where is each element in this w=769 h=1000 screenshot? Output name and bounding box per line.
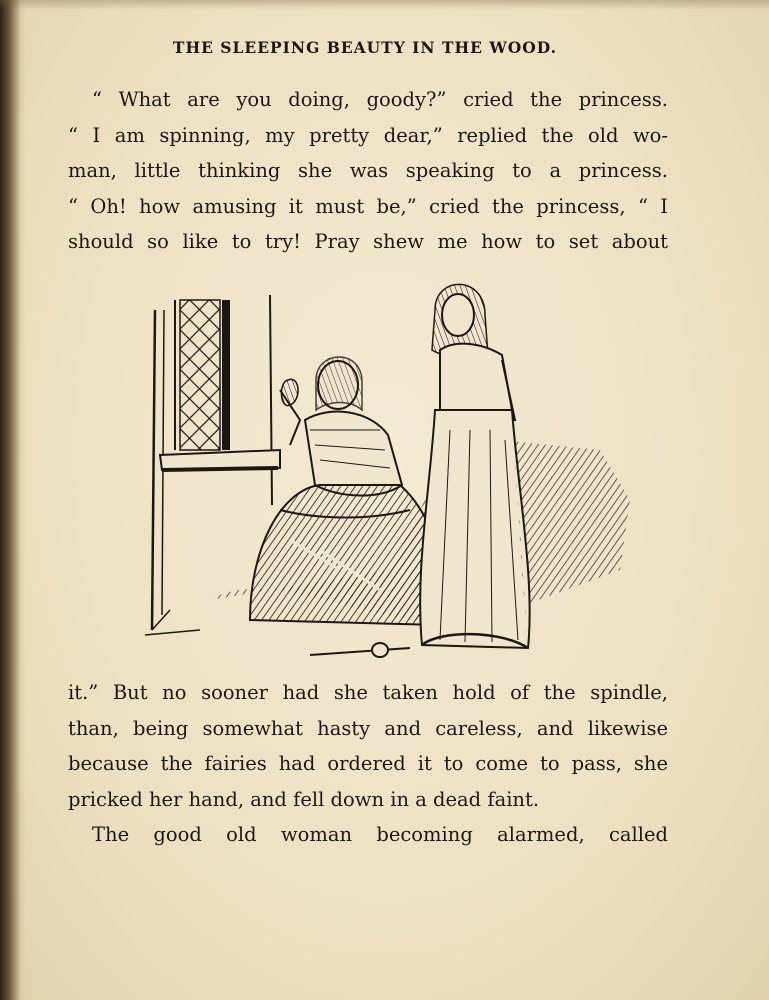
text-line: “ What are you doing, goody?” cried the princess. (92, 88, 668, 111)
text-line: The good old woman becoming alarmed, called (92, 823, 668, 846)
old-woman-figure (250, 357, 444, 625)
text-block-bottom (68, 675, 668, 853)
text-line: because the fairies had ordered it to come to pass, she (68, 752, 668, 775)
engraving-illustration (140, 270, 640, 670)
text-block-top (68, 82, 668, 260)
text-line: man, little thinking she was speaking to a princess. (68, 159, 668, 182)
princess-figure (420, 284, 529, 648)
gutter-shadow (0, 0, 26, 1000)
text-line: pricked her hand, and fell down in a dead faint. (68, 787, 540, 811)
text-line: it.” But no sooner had she taken hold of the spindle, (68, 681, 668, 704)
text-line: “ I am spinning, my pretty dear,” replied the old wo- (68, 123, 668, 147)
page-top-edge (0, 0, 769, 10)
text-line: “ Oh! how amusing it must be,” cried the princess, “ I (68, 194, 668, 218)
running-head: THE SLEEPING BEAUTY IN THE WOOD. (172, 38, 558, 57)
spindle-on-floor (310, 643, 410, 657)
text-line: should so like to try! Pray shew me how to set about (68, 230, 668, 253)
text-line: than, being somewhat hasty and careless, and likewise (68, 716, 668, 740)
